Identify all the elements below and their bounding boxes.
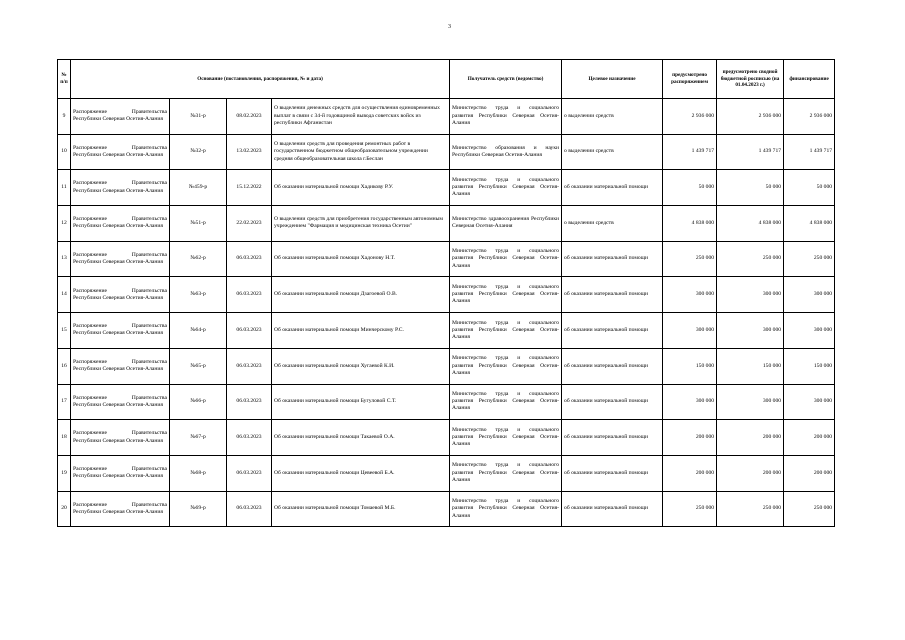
financed-amount: 250 000	[784, 491, 835, 527]
document-date: 06.03.2023	[227, 455, 272, 491]
row-number: 10	[58, 134, 71, 170]
document-date: 06.03.2023	[227, 241, 272, 277]
recipient: Министерство труда и социального развития Республики Северная Осетия-Алания	[450, 491, 562, 527]
budget-amount: 300 000	[717, 277, 784, 313]
recipient: Министерство труда и социального развития Республики Северная Осетия-Алания	[450, 348, 562, 384]
purpose: об оказании материальной помощи	[562, 491, 663, 527]
planned-amount: 250 000	[663, 491, 717, 527]
document-date: 06.03.2023	[227, 348, 272, 384]
document-description: Об оказании материальной помощи Такаевой О.А.	[272, 420, 450, 456]
document-description: Об оказании материальной помощи Дзагоевой О.В.	[272, 277, 450, 313]
budget-allocation-table	[57, 59, 835, 527]
header-recipient: Получатель средств (ведомство)	[450, 60, 562, 99]
planned-amount: 2 936 000	[663, 99, 717, 135]
document-number: №68-р	[170, 455, 227, 491]
document-type: Распоряжение Правительства Республики Северная Осетия-Алания	[71, 313, 170, 349]
document-description: Об оказании материальной помощи Минчерскому Р.С.	[272, 313, 450, 349]
recipient: Министерство труда и социального развития Республики Северная Осетия-Алания	[450, 170, 562, 206]
recipient: Министерство труда и социального развития Республики Северная Осетия-Алания	[450, 455, 562, 491]
purpose: о выделении средств	[562, 206, 663, 242]
row-number: 15	[58, 313, 71, 349]
table-row	[58, 277, 835, 313]
budget-amount: 50 000	[717, 170, 784, 206]
purpose: об оказании материальной помощи	[562, 455, 663, 491]
table-row	[58, 384, 835, 420]
recipient: Министерство труда и социального развития Республики Северная Осетия-Алания	[450, 277, 562, 313]
document-date: 13.02.2023	[227, 134, 272, 170]
table-row	[58, 241, 835, 277]
document-date: 22.02.2023	[227, 206, 272, 242]
row-number: 17	[58, 384, 71, 420]
purpose: об оказании материальной помощи	[562, 313, 663, 349]
planned-amount: 300 000	[663, 277, 717, 313]
document-description: О выделении средств для приобретения государственным автономным учреждением "Фармация и медицинская техника Осетии"	[272, 206, 450, 242]
purpose: об оказании материальной помощи	[562, 170, 663, 206]
purpose: об оказании материальной помощи	[562, 277, 663, 313]
row-number: 19	[58, 455, 71, 491]
row-number: 13	[58, 241, 71, 277]
table-row	[58, 170, 835, 206]
planned-amount: 150 000	[663, 348, 717, 384]
document-date: 15.12.2022	[227, 170, 272, 206]
budget-amount: 300 000	[717, 313, 784, 349]
recipient: Министерство образования и науки Республики Северная Осетия-Алания	[450, 134, 562, 170]
header-planned-budget: предусмотрено сводной бюджетной росписью (на 01.04.2023 г.)	[717, 60, 784, 99]
document-number: №65-р	[170, 348, 227, 384]
row-number: 20	[58, 491, 71, 527]
document-type: Распоряжение Правительства Республики Северная Осетия-Алания	[71, 277, 170, 313]
document-date: 06.03.2023	[227, 313, 272, 349]
row-number: 11	[58, 170, 71, 206]
financed-amount: 2 936 000	[784, 99, 835, 135]
header-basis: Основание (постановления, распоряжения, № и дата)	[71, 60, 450, 99]
document-type: Распоряжение Правительства Республики Северная Осетия-Алания	[71, 241, 170, 277]
document-date: 06.03.2023	[227, 420, 272, 456]
purpose: об оказании материальной помощи	[562, 420, 663, 456]
document-number: №51-р	[170, 206, 227, 242]
document-description: Об оказании материальной помощи Хугаевой К.И.	[272, 348, 450, 384]
financed-amount: 300 000	[784, 277, 835, 313]
document-type: Распоряжение Правительства Республики Северная Осетия-Алания	[71, 491, 170, 527]
recipient: Министерство труда и социального развития Республики Северная Осетия-Алания	[450, 99, 562, 135]
planned-amount: 250 000	[663, 241, 717, 277]
planned-amount: 300 000	[663, 313, 717, 349]
table-row	[58, 491, 835, 527]
document-description: О выделении денежных средств для осуществления единовременных выплат в связи с 34-й годовщиной вывода советских войск из республики Афганистан	[272, 99, 450, 135]
document-number: №62-р	[170, 241, 227, 277]
financed-amount: 1 439 717	[784, 134, 835, 170]
table-row	[58, 206, 835, 242]
table-row	[58, 134, 835, 170]
document-type: Распоряжение Правительства Республики Северная Осетия-Алания	[71, 384, 170, 420]
recipient: Министерство здравоохранения Республики Северная Осетия-Алания	[450, 206, 562, 242]
purpose: об оказании материальной помощи	[562, 384, 663, 420]
document-type: Распоряжение Правительства Республики Северная Осетия-Алания	[71, 99, 170, 135]
budget-amount: 150 000	[717, 348, 784, 384]
financed-amount: 50 000	[784, 170, 835, 206]
budget-amount: 1 439 717	[717, 134, 784, 170]
planned-amount: 4 838 000	[663, 206, 717, 242]
document-description: Об оказании материальной помощи Бугуловой С.Т.	[272, 384, 450, 420]
header-num: № п/п	[58, 60, 71, 99]
financed-amount: 150 000	[784, 348, 835, 384]
document-number: №67-р	[170, 420, 227, 456]
recipient: Министерство труда и социального развития Республики Северная Осетия-Алания	[450, 241, 562, 277]
row-number: 14	[58, 277, 71, 313]
document-description: Об оказании материальной помощи Хадикову Р.У.	[272, 170, 450, 206]
table-row	[58, 313, 835, 349]
recipient: Министерство труда и социального развития Республики Северная Осетия-Алания	[450, 384, 562, 420]
financed-amount: 4 838 000	[784, 206, 835, 242]
document-date: 06.03.2023	[227, 384, 272, 420]
row-number: 9	[58, 99, 71, 135]
planned-amount: 50 000	[663, 170, 717, 206]
document-number: №32-р	[170, 134, 227, 170]
document-type: Распоряжение Правительства Республики Северная Осетия-Алания	[71, 170, 170, 206]
document-type: Распоряжение Правительства Республики Северная Осетия-Алания	[71, 420, 170, 456]
header-planned: предусмотрено распоряжением	[663, 60, 717, 99]
document-description: Об оказании материальной помощи Цевеевой Б.А.	[272, 455, 450, 491]
recipient: Министерство труда и социального развития Республики Северная Осетия-Алания	[450, 313, 562, 349]
document-number: №64-р	[170, 313, 227, 349]
page-number: 3	[448, 24, 451, 30]
budget-amount: 200 000	[717, 455, 784, 491]
budget-amount: 250 000	[717, 241, 784, 277]
document-number: №459-р	[170, 170, 227, 206]
financed-amount: 200 000	[784, 455, 835, 491]
document-number: №31-р	[170, 99, 227, 135]
row-number: 16	[58, 348, 71, 384]
document-date: 08.02.2023	[227, 99, 272, 135]
document-number: №69-р	[170, 491, 227, 527]
table-row	[58, 99, 835, 135]
financed-amount: 200 000	[784, 420, 835, 456]
purpose: об оказании материальной помощи	[562, 241, 663, 277]
planned-amount: 200 000	[663, 420, 717, 456]
document-type: Распоряжение Правительства Республики Северная Осетия-Алания	[71, 206, 170, 242]
financed-amount: 300 000	[784, 313, 835, 349]
purpose: о выделении средств	[562, 99, 663, 135]
header-financed: финансирование	[784, 60, 835, 99]
document-type: Распоряжение Правительства Республики Северная Осетия-Алания	[71, 455, 170, 491]
document-date: 06.03.2023	[227, 277, 272, 313]
planned-amount: 300 000	[663, 384, 717, 420]
budget-amount: 300 000	[717, 384, 784, 420]
table-row	[58, 420, 835, 456]
table-header-row	[58, 60, 835, 99]
purpose: об оказании материальной помощи	[562, 348, 663, 384]
financed-amount: 250 000	[784, 241, 835, 277]
budget-amount: 250 000	[717, 491, 784, 527]
header-purpose: Целевое назначение	[562, 60, 663, 99]
table-row	[58, 455, 835, 491]
budget-amount: 4 838 000	[717, 206, 784, 242]
document-description: Об оказании материальной помощи Томаевой М.Б.	[272, 491, 450, 527]
document-date: 06.03.2023	[227, 491, 272, 527]
budget-amount: 2 936 000	[717, 99, 784, 135]
document-description: О выделении средств для проведения ремонтных работ в государственном бюджетном общеобразовательном учреждении средняя общеобразовательная школа г.Беслан	[272, 134, 450, 170]
planned-amount: 200 000	[663, 455, 717, 491]
row-number: 18	[58, 420, 71, 456]
document-number: №63-р	[170, 277, 227, 313]
planned-amount: 1 439 717	[663, 134, 717, 170]
row-number: 12	[58, 206, 71, 242]
budget-amount: 200 000	[717, 420, 784, 456]
recipient: Министерство труда и социального развития Республики Северная Осетия-Алания	[450, 420, 562, 456]
document-type: Распоряжение Правительства Республики Северная Осетия-Алания	[71, 348, 170, 384]
document-description: Об оказании материальной помощи Хадонову Н.Т.	[272, 241, 450, 277]
purpose: о выделении средств	[562, 134, 663, 170]
document-number: №66-р	[170, 384, 227, 420]
table-row	[58, 348, 835, 384]
financed-amount: 300 000	[784, 384, 835, 420]
document-type: Распоряжение Правительства Республики Северная Осетия-Алания	[71, 134, 170, 170]
